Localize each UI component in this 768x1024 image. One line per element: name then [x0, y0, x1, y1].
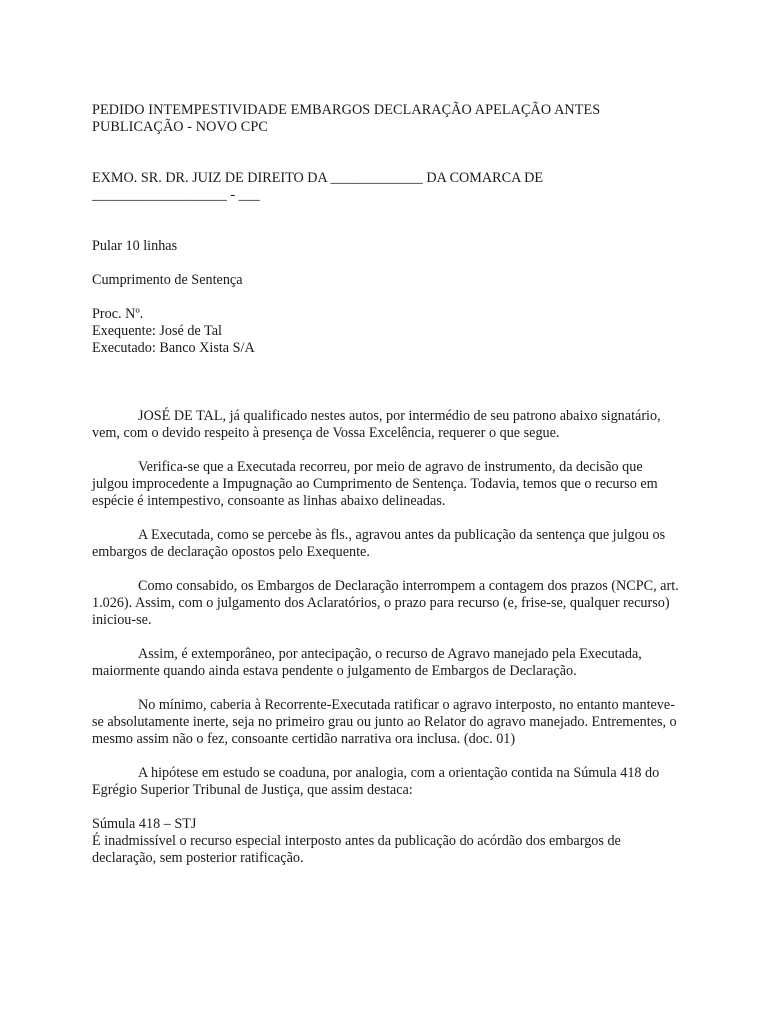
plaintiff: Exequente: José de Tal: [92, 323, 222, 339]
case-type: Cumprimento de Sentença: [92, 272, 243, 288]
case-info: [92, 306, 682, 357]
sumula-quote: [92, 816, 682, 867]
title-line: PEDIDO INTEMPESTIVIDADE EMBARGOS DECLARAÇÃO APELAÇÃO ANTES: [92, 102, 601, 118]
address-line: EXMO. SR. DR. JUIZ DE DIREITO DA _____________ DA COMARCA DE: [92, 170, 543, 186]
sumula-text: É inadmissível o recurso especial interposto antes da publicação do acórdão dos embargos de declaração, sem posterior ratificação.: [92, 833, 621, 866]
body-paragraph: JOSÉ DE TAL, já qualificado nestes autos, por intermédio de seu patrono abaixo signatário, vem, com o devido respeito à presença de Vossa Excelência, requerer o que segue.: [92, 408, 661, 441]
body-paragraph: Verifica-se que a Executada recorreu, por meio de agravo de instrumento, da decisão que julgou improcedente a Impugnação ao Cumprimento de Sentença. Todavia, temos que o recurso em espécie é intempestivo, consoante as linhas abaixo delineadas.: [92, 459, 658, 509]
defendant: Executado: Banco Xista S/A: [92, 340, 255, 356]
process-number: Proc. Nº.: [92, 306, 144, 322]
petition-body: [92, 408, 682, 799]
sumula-heading: Súmula 418 – STJ: [92, 816, 197, 832]
court-address: [92, 170, 682, 204]
title-line: PUBLICAÇÃO - NOVO CPC: [92, 119, 268, 135]
body-paragraph: No mínimo, caberia à Recorrente-Executada ratificar o agravo interposto, no entanto manteve-se absolutamente inerte, seja no primeiro grau ou junto ao Relator do agravo manejado. Entrementes, o mesmo assim não o fez, consoante certidão narrativa ora inclusa. (doc. 01): [92, 697, 677, 747]
body-paragraph: A hipótese em estudo se coaduna, por analogia, com a orientação contida na Súmula 418 do Egrégio Superior Tribunal de Justiça, que assim destaca:: [92, 765, 660, 798]
skip-lines-note: Pular 10 linhas: [92, 238, 178, 254]
document-page: [92, 102, 682, 867]
body-paragraph: Como consabido, os Embargos de Declaração interrompem a contagem dos prazos (NCPC, art. 1.026). Assim, com o julgamento dos Aclaratórios, o prazo para recurso (e, frise-se, qualquer recurso) iniciou-se.: [92, 578, 679, 628]
body-paragraph: Assim, é extemporâneo, por antecipação, o recurso de Agravo manejado pela Executada, maiormente quando ainda estava pendente o julgamento de Embargos de Declaração.: [92, 646, 642, 679]
body-paragraph: A Executada, como se percebe às fls., agravou antes da publicação da sentença que julgou os embargos de declaração opostos pelo Exequente.: [92, 527, 666, 560]
document-title: [92, 102, 682, 136]
address-line: ___________________ - ___: [92, 187, 260, 203]
